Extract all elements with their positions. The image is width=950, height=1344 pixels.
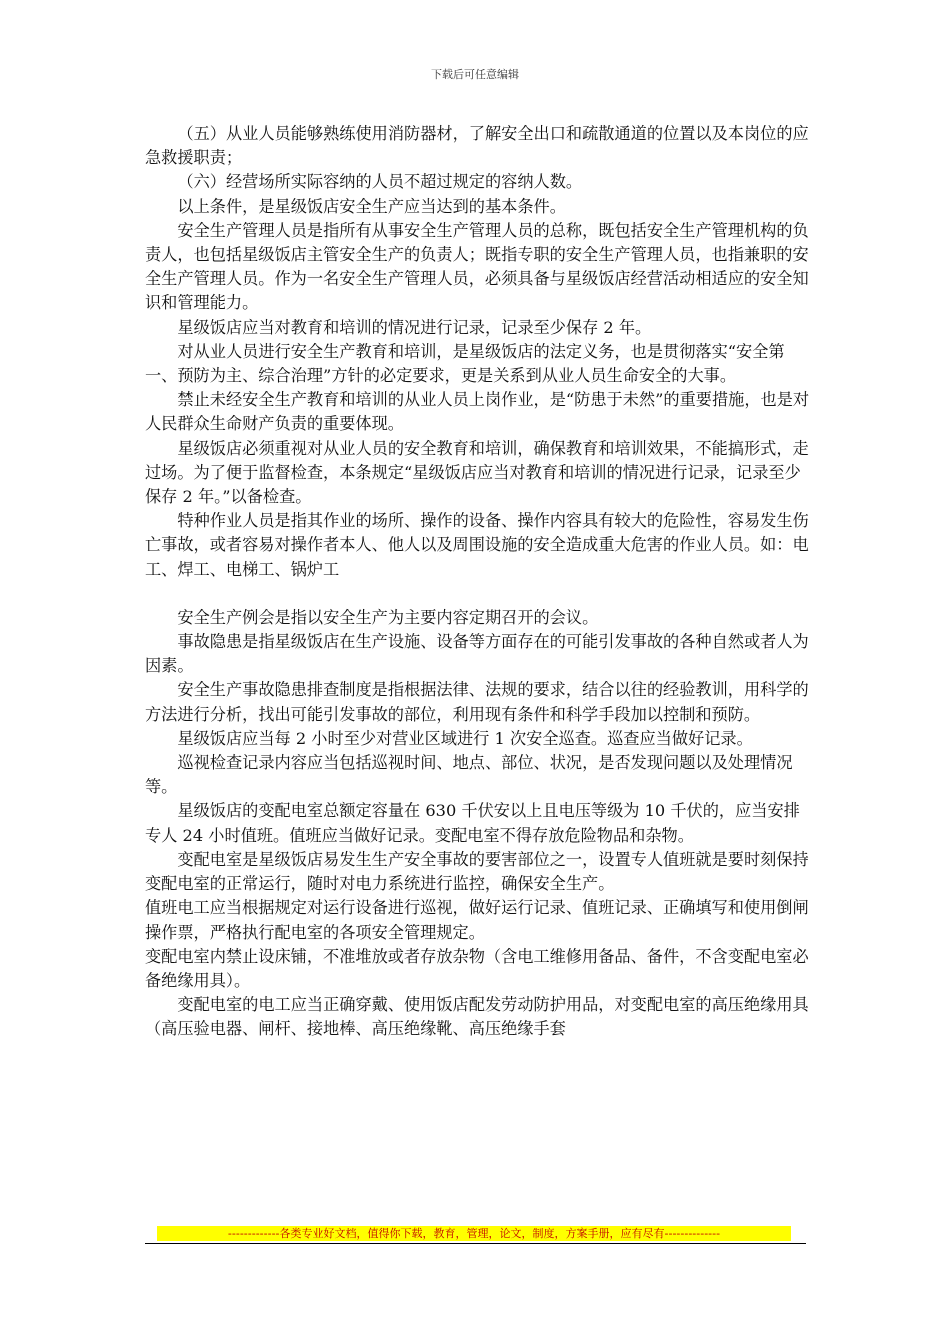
paragraph: 事故隐患是指星级饭店在生产设施、设备等方面存在的可能引发事故的各种自然或者人为因素。	[145, 632, 809, 676]
paragraph: 安全生产管理人员是指所有从事安全生产管理人员的总称，既包括安全生产管理机构的负责人，也包括星级饭店主管安全生产的负责人；既指专职的安全生产管理人员，也指兼职的安全生产管理人员。作为一名安全生产管理人员，必须具备与星级饭店经营活动相适应的安全知识和管理能力。	[145, 220, 809, 313]
paragraph: 星级饭店应当对教育和培训的情况进行记录，记录至少保存 2 年。	[177, 317, 652, 337]
paragraph: 星级饭店应当每 2 小时至少对营业区域进行 1 次安全巡查。巡查应当做好记录。	[177, 728, 753, 748]
paragraph: 特种作业人员是指其作业的场所、操作的设备、操作内容具有较大的危险性，容易发生伤亡事故，或者容易对操作者本人、他人以及周围设施的安全造成重大危害的作业人员。如：电工、焊工、电梯工、锅炉工	[145, 511, 809, 579]
paragraph: 安全生产例会是指以安全生产为主要内容定期召开的会议。	[177, 607, 599, 627]
paragraph: 星级饭店的变配电室总额定容量在 630 千伏安以上且电压等级为 10 千伏的，应当安排专人 24 小时值班。值班应当做好记录。变配电室不得存放危险物品和杂物。	[145, 801, 800, 845]
paragraph: 安全生产事故隐患排查制度是指根据法律、法规的要求，结合以往的经验教训，用科学的方法进行分析，找出可能引发事故的部位，利用现有条件和科学手段加以控制和预防。	[145, 680, 809, 724]
footer-banner: -------------各类专业好文档，值得你下载，教育，管理，论文，制度，方案手册，应有尽有--------------	[157, 1226, 791, 1241]
paragraph: 变配电室的电工应当正确穿戴、使用饭店配发劳动防护用品，对变配电室的高压绝缘用具（高压验电器、闸杆、接地棒、高压绝缘靴、高压绝缘手套	[145, 995, 809, 1039]
paragraph: 变配电室是星级饭店易发生生产安全事故的要害部位之一，设置专人值班就是要时刻保持变配电室的正常运行，随时对电力系统进行监控，确保安全生产。	[145, 849, 809, 894]
paragraph: 变配电室内禁止设床铺，不准堆放或者存放杂物（含电工维修用备品、备件，不含变配电室必备绝缘用具）。	[145, 946, 809, 990]
paragraph: 值班电工应当根据规定对运行设备进行巡视，做好运行记录、值班记录、正确填写和使用倒闸操作票，严格执行配电室的各项安全管理规定。	[145, 898, 809, 942]
paragraph: 以上条件，是星级饭店安全生产应当达到的基本条件。	[177, 196, 566, 216]
paragraph: 星级饭店必须重视对从业人员的安全教育和培训，确保教育和培训效果，不能搞形式，走过场。为了便于监督检查，本条规定“星级饭店应当对教育和培训的情况进行记录，记录至少保存 2 年。”以备检查。	[145, 438, 809, 507]
paragraph: （六）经营场所实际容纳的人员不超过规定的容纳人数。	[177, 172, 583, 192]
footer-divider	[145, 1243, 806, 1244]
paragraph: 对从业人员进行安全生产教育和培训，是星级饭店的法定义务，也是贯彻落实“安全第一、预防为主、综合治理”方针的必定要求，更是关系到从业人员生命安全的大事。	[145, 341, 785, 386]
document-body	[145, 122, 810, 1042]
paragraph: 禁止未经安全生产教育和培训的从业人员上岗作业，是“防患于未然”的重要措施，也是对人民群众生命财产负责的重要体现。	[145, 390, 810, 434]
page-header: 下载后可任意编辑	[431, 68, 519, 81]
paragraph: 巡视检查记录内容应当包括巡视时间、地点、部位、状况，是否发现问题以及处理情况等。	[145, 753, 793, 797]
paragraph: （五）从业人员能够熟练使用消防器材，了解安全出口和疏散通道的位置以及本岗位的应急救援职责；	[145, 124, 809, 168]
